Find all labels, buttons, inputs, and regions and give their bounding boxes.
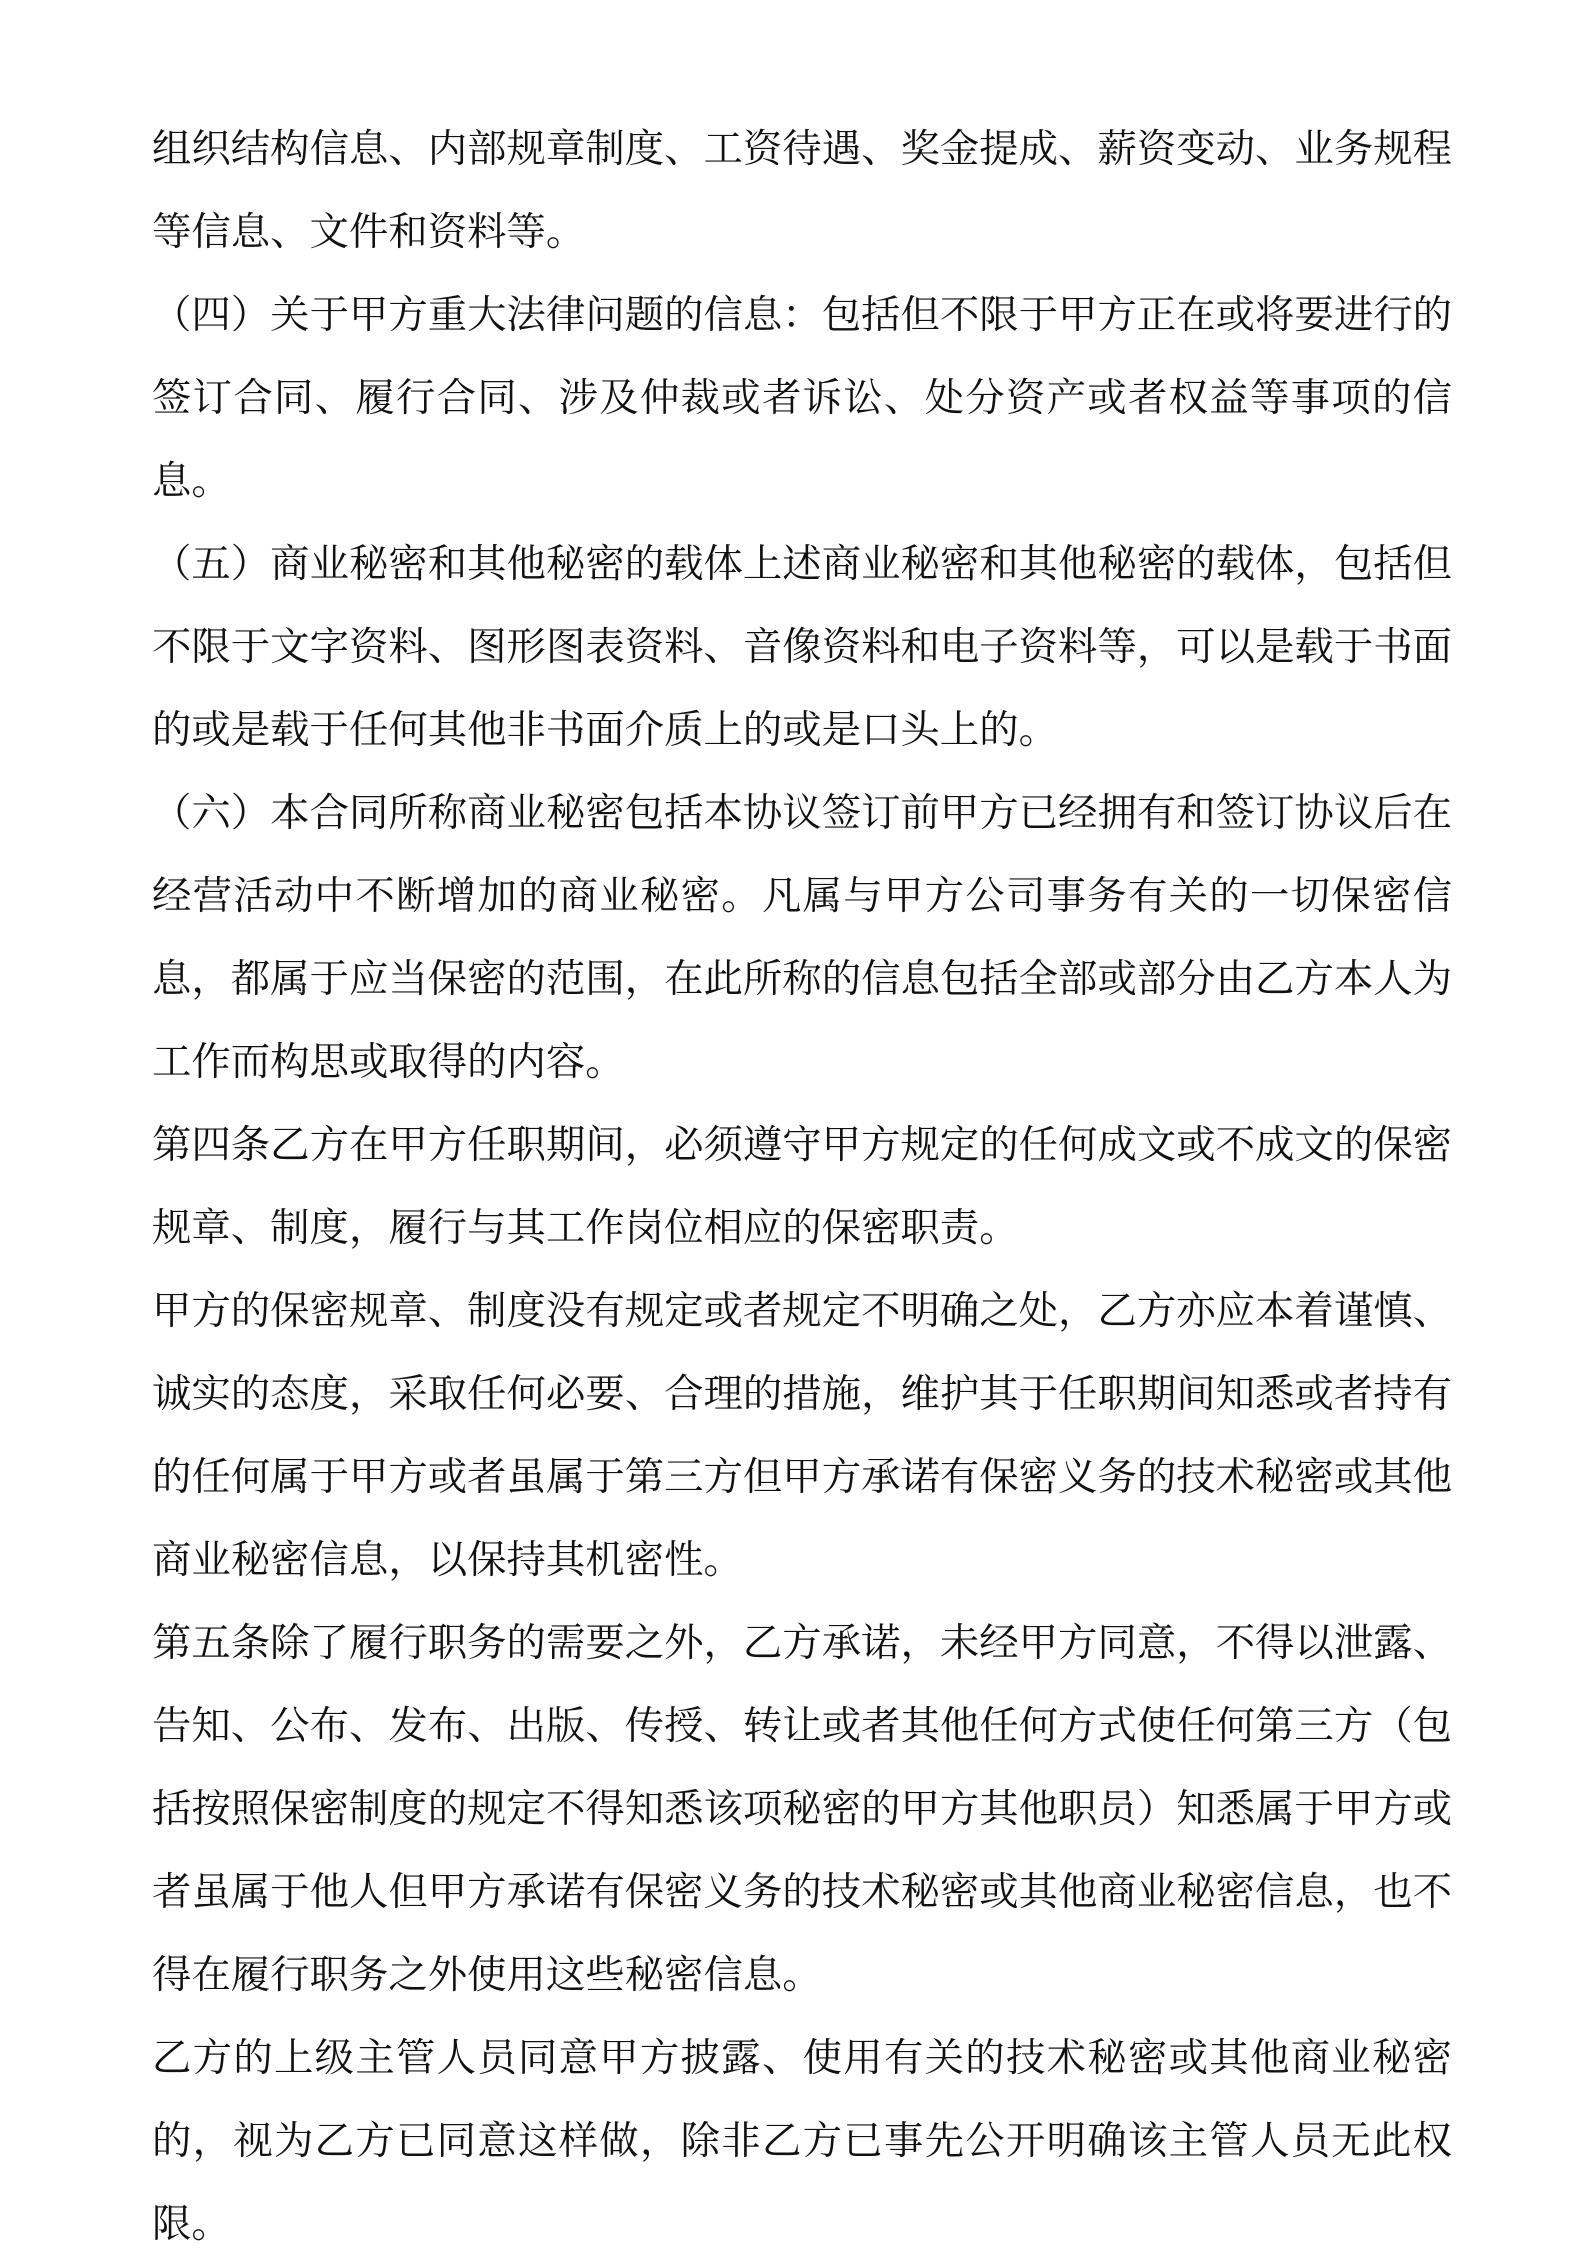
paragraph-article-5-supplement: 乙方的上级主管人员同意甲方披露、使用有关的技术秘密或其他商业秘密的，视为乙方已同意这样做，除非乙方已事先公开明确该主管人员无此权限。 xyxy=(152,2035,1452,2247)
paragraph-org-info: 组织结构信息、内部规章制度、工资待遇、奖金提成、薪资变动、业务规程等信息、文件和资料等。 xyxy=(152,126,1452,255)
paragraph-secret-scope: （六）本合同所称商业秘密包括本协议签订前甲方已经拥有和签订协议后在经营活动中不断增加的商业秘密。凡属与甲方公司事务有关的一切保密信息，都属于应当保密的范围，在此所称的信息包括全部或部分由乙方本人为工作而构思或取得的内容。 xyxy=(152,790,1452,1085)
document-body xyxy=(152,108,1452,2266)
paragraph-legal-issues: （四）关于甲方重大法律问题的信息：包括但不限于甲方正在或将要进行的签订合同、履行合同、涉及仲裁或者诉讼、处分资产或者权益等事项的信息。 xyxy=(152,292,1452,504)
paragraph-article-4: 第四条乙方在甲方任职期间，必须遵守甲方规定的任何成文或不成文的保密规章、制度，履行与其工作岗位相应的保密职责。 xyxy=(152,1122,1452,1251)
paragraph-secret-carriers: （五）商业秘密和其他秘密的载体上述商业秘密和其他秘密的载体，包括但不限于文字资料、图形图表资料、音像资料和电子资料等，可以是载于书面的或是载于任何其他非书面介质上的或是口头上的。 xyxy=(152,541,1452,753)
paragraph-article-5: 第五条除了履行职务的需要之外，乙方承诺，未经甲方同意，不得以泄露、告知、公布、发布、出版、传授、转让或者其他任何方式使任何第三方（包括按照保密制度的规定不得知悉该项秘密的甲方其他职员）知悉属于甲方或者虽属于他人但甲方承诺有保密义务的技术秘密或其他商业秘密信息，也不得在履行职务之外使用这些秘密信息。 xyxy=(152,1620,1452,1998)
paragraph-article-4-supplement: 甲方的保密规章、制度没有规定或者规定不明确之处，乙方亦应本着谨慎、诚实的态度，采取任何必要、合理的措施，维护其于任职期间知悉或者持有的任何属于甲方或者虽属于第三方但甲方承诺有保密义务的技术秘密或其他商业秘密信息，以保持其机密性。 xyxy=(152,1288,1452,1583)
